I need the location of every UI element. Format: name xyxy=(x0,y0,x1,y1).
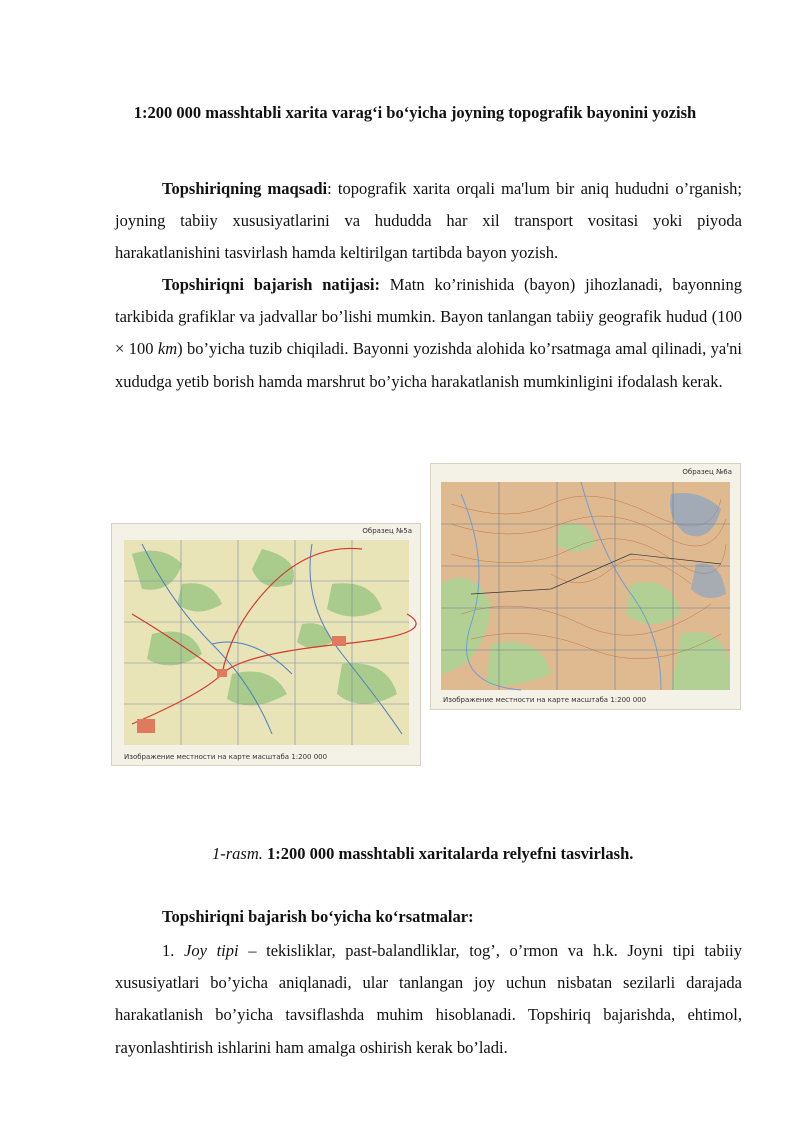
topographic-map-mountains xyxy=(430,463,741,710)
instruction-number: 1. xyxy=(162,941,185,960)
map-mountains-image xyxy=(431,464,740,709)
objective-lead: Topshiriqning maqsadi xyxy=(162,179,328,198)
map-plains-image xyxy=(112,524,420,765)
figure-caption-text: 1:200 000 masshtabli xaritalarda relyefni tasvirlash. xyxy=(262,844,634,863)
map-mountains-sample-label: Образец №6а xyxy=(682,468,732,476)
instructions-heading: Topshiriqni bajarish bo‘yicha ko‘rsatmalar: xyxy=(162,907,474,926)
objective-text: : topografik xarita orqali ma'lum bir aniq hududni o’rganish; joyning tabiiy xususiyatlarini va hududda har xil transport vositasi yoki piyoda harakatlanishini tasvirlash hamda keltirilgan tartibda bayon yozish. xyxy=(115,179,742,263)
map-mountains-footer: Изображение местности на карте масштаба 1:200 000 xyxy=(443,696,647,704)
figure-caption xyxy=(212,842,732,866)
instruction-item-1 xyxy=(115,935,742,1064)
page-title: 1:200 000 masshtabli xarita varag‘i bo‘yicha joyning topografik bayonini yozish xyxy=(133,103,697,122)
result-text-2: ) bo’yicha tuzib chiqiladi. Bayonni yozishda alohida ko’rsatmaga amal qilinadi, ya'ni xududga yetib borish hamda marshrut bo’yicha harakatlanish mumkinligini ifodalash kerak. xyxy=(115,339,743,391)
result-unit: km xyxy=(157,339,178,359)
topographic-map-plains xyxy=(111,523,421,766)
instruction-term: Joy tipi xyxy=(184,941,239,960)
figure-number: 1-rasm. xyxy=(212,844,263,863)
objective-paragraph xyxy=(115,173,742,270)
map-plains-sample-label: Образец №5а xyxy=(362,527,412,535)
result-text-1: Matn ko’rinishida (bayon) jihozlanadi, bayonning tarkibida grafiklar va jadvallar bo’lishi mumkin. Bayon tanlangan tabiiy geografik hudud (100 × 100 xyxy=(115,275,743,359)
map-plains-footer: Изображение местности на карте масштаба 1:200 000 xyxy=(124,753,328,761)
result-lead: Topshiriqni bajarish natijasi: xyxy=(162,275,380,294)
instruction-text: – tekisliklar, past-balandliklar, tog’, o’rmon va h.k. Joyni tipi tabiiy xususiyatlari bo’yicha aniqlanadi, ular tanlangan joy uchun nisbatan sezilarli darajada harakatlanish bo’yicha tavsiflashda muhim hisoblanadi. Topshiriq bajarishda, ehtimol, rayonlashtirish ishlarini ham amalga oshirish kerak bo’ladi. xyxy=(115,941,742,1057)
result-paragraph xyxy=(115,269,742,398)
